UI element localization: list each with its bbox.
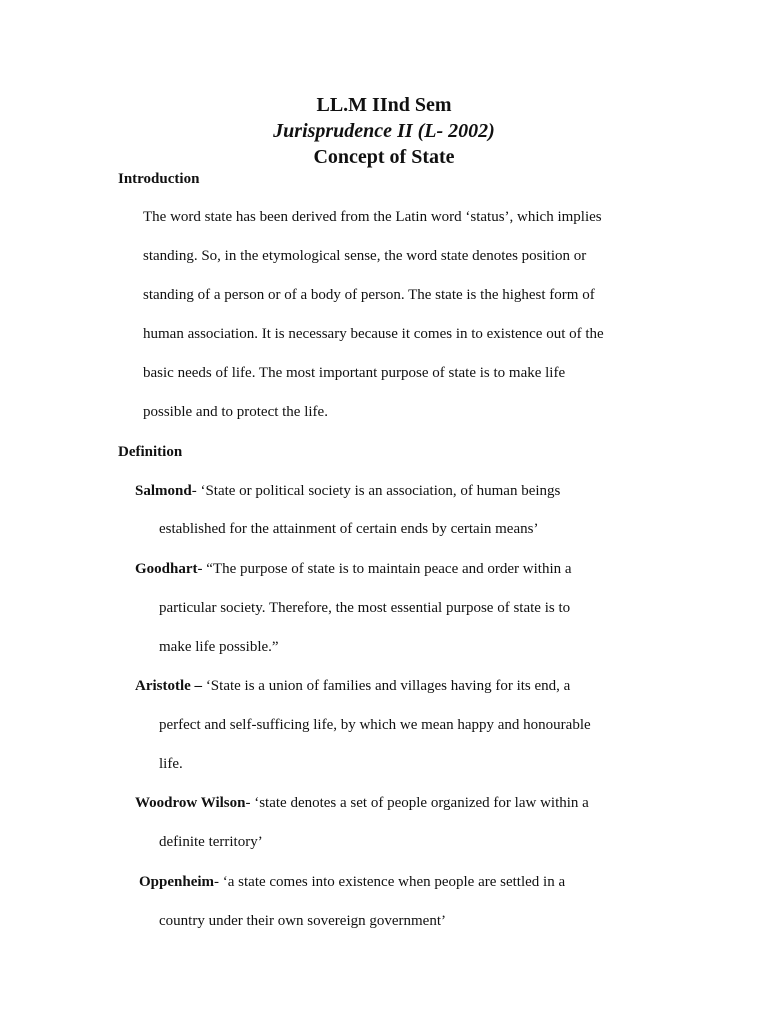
definition-entry-first-line (135, 676, 570, 696)
topic-title: Concept of State (313, 146, 455, 168)
course-title: LL.M IInd Sem (316, 94, 452, 116)
definition-text: - “The purpose of state is to maintain peace and order within a (197, 561, 572, 577)
definition-entry-line: life. (159, 756, 183, 772)
definition-entry-first-line (139, 872, 565, 892)
definition-entry-line: definite territory’ (159, 834, 263, 850)
introduction-line: human association. It is necessary because it comes in to existence out of the (143, 326, 604, 342)
definition-entry-first-line (135, 481, 560, 501)
definition-entry-first-line (135, 559, 572, 579)
definition-author: Goodhart (135, 561, 198, 577)
definition-text: - ‘state denotes a set of people organized for law within a (245, 795, 589, 811)
definition-entry-line: perfect and self-sufficing life, by which we mean happy and honourable (159, 717, 591, 733)
subject-title: Jurisprudence II (L- 2002) (273, 120, 495, 142)
definition-heading: Definition (118, 444, 183, 460)
definition-author: Salmond (135, 483, 192, 499)
definition-text: - ‘State or political society is an association, of human beings (191, 483, 561, 499)
definition-entry-line: particular society. Therefore, the most essential purpose of state is to (159, 600, 571, 616)
introduction-line: The word state has been derived from the Latin word ‘status’, which implies (143, 209, 602, 225)
definition-author: Woodrow Wilson (135, 795, 246, 811)
introduction-line: possible and to protect the life. (143, 404, 328, 420)
definition-text: - ‘a state comes into existence when people are settled in a (214, 874, 566, 890)
definition-entry-first-line (135, 793, 589, 813)
introduction-line: standing of a person or of a body of person. The state is the highest form of (143, 287, 595, 303)
definition-text: ‘State is a union of families and villages having for its end, a (202, 678, 571, 694)
introduction-line: standing. So, in the etymological sense, the word state denotes position or (143, 248, 587, 264)
definition-entry-line: make life possible.” (159, 639, 279, 655)
definition-author: Aristotle – (135, 678, 203, 694)
definition-entry-line: country under their own sovereign government’ (159, 913, 446, 929)
definition-author: Oppenheim (139, 874, 215, 890)
introduction-line: basic needs of life. The most important purpose of state is to make life (143, 365, 566, 381)
introduction-heading: Introduction (118, 171, 200, 187)
definition-entry-line: established for the attainment of certain ends by certain means’ (159, 521, 539, 537)
